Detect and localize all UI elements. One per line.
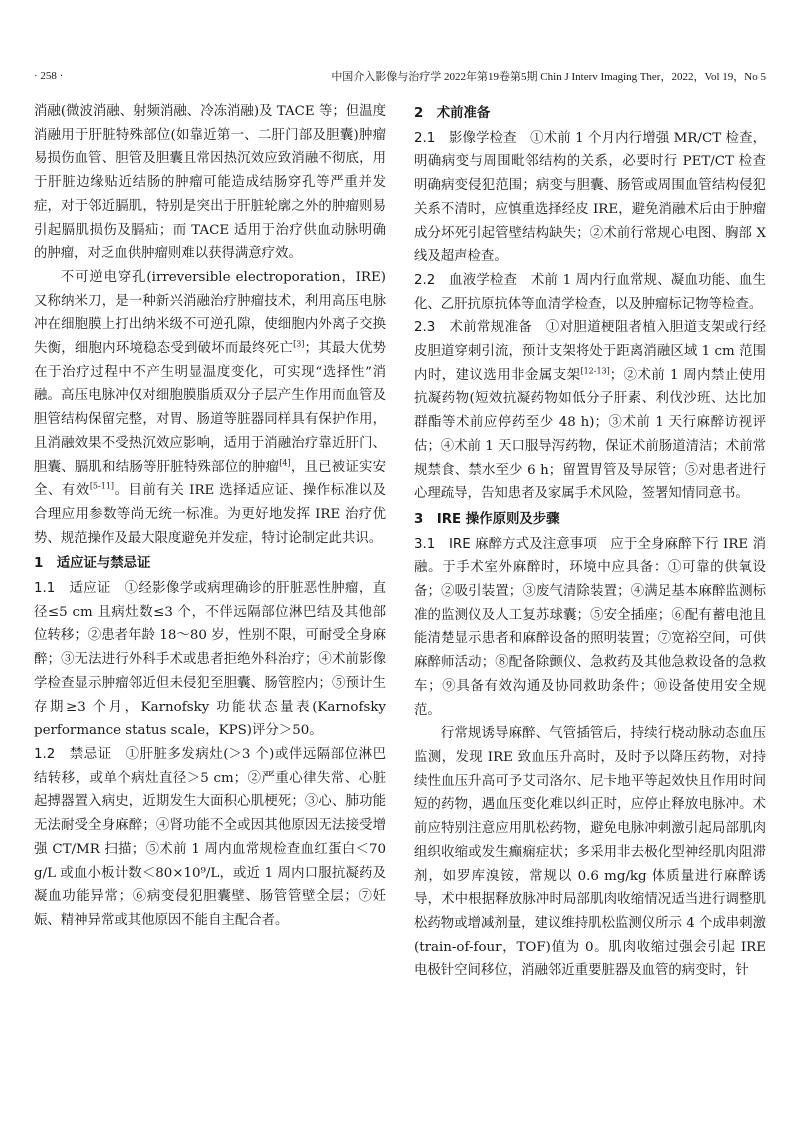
anesthesia-text: 应于全身麻醉下行 IRE 消融。于手术室外麻醉时，环境中应具备：①可靠的供氧设备；②吸引装置；③废气清除装置；④满足基本麻醉监测标准的监测仪及人工复苏球囊；⑤安全插座；⑥配有蓄电池且能清楚显示患者和麻醉设备的照明装置；⑦宽裕空间，可供麻醉师活动；⑧配备除颤仪、急救药及其他急救设备的急救车；⑨具备有效沟通及协同救助条件；⑩设备使用安全规范。 xyxy=(414,536,766,718)
ire-intro-text-d: 。目前有关 IRE 选择适应证、操作标准以及合理应用参数等尚无统一标准。为更好地发挥 IRE 治疗优势、规范操作及最大限度避免并发症，特讨论制定此共识。 xyxy=(34,483,386,546)
routine-prep-text-a: ①对胆道梗阻者植入胆道支架或行经皮胆道穿刺引流，预计支架将处于距离消融区域 1 cm 范围内时，建议选用非金属支架 xyxy=(414,320,766,383)
citation-ref: [3] xyxy=(293,339,305,349)
imaging-text: ①术前 1 个月内行增强 MR/CT 检查，明确病变与周围毗邻结构的关系，必要时行 PET/CT 检查明确病变侵犯范围；病变与胆囊、肠管或周围血管结构侵犯关系不清时，应慎重选择经皮 IRE，避免消融术后由于肿瘤成分坏死引起管壁结构缺失；②术前行常规心电图、胸部 X 线及超声检查。 xyxy=(414,130,767,265)
ire-intro-text-b: ；其最大优势在于治疗过程中不产生明显温度变化，可实现“选择性”消融。高压电脉冲仅对细胞膜脂质双分子层产生作用而血管及胆管结构保留完整，对胃、肠道等脏器同样具有保护作用，且消融效果不受热沉效应影响，适用于消融治疗靠近肝门、胆囊、膈肌和结肠等肝脏特殊部位的肿瘤 xyxy=(34,341,387,475)
intro-paragraph-continued: 消融(微波消融、射频消融、冷冻消融)及 TACE 等；但温度消融用于肝脏特殊部位(如靠近第一、二肝门部及胆囊)肿瘤易损伤血管、胆管及胆囊且常因热沉效应致消融不彻底，用于肝脏边缘贴近结肠的肿瘤可能造成结肠穿孔等严重并发症，对于邻近膈肌，特别是突出于肝脏轮廓之外的肿瘤则易引起膈肌损伤及膈疝；而 TACE 适用于治疗供血动脉明确的肿瘤，对乏血供肿瘤则难以获得满意疗效。 xyxy=(34,104,386,262)
ire-intro-text-c: ，且已被证实安全、有效 xyxy=(34,459,387,499)
contraindications-text: ①肝脏多发病灶(＞3 个)或伴远隔部位淋巴结转移，或单个病灶直径＞5 cm；②严重心律失常、心脏起搏器置入病史，近期发生大面积心肌梗死；③心、肺功能无法耐受全身麻醉；④肾功能不全或因其他原因无法接受增强 CT/MR 扫描；⑤术前 1 周内血常规检查血红蛋白＜70 g/L 或血小板计数＜80×10⁹/L，或近 1 周内口服抗凝药及凝血功能异常；⑥病变侵犯胆囊壁、肠管管壁全层；⑦妊娠、精神异常或其他原因不能自主配合者。 xyxy=(34,746,387,928)
ire-intro-paragraph xyxy=(34,266,386,550)
section-heading-1: 1 适应证与禁忌证 xyxy=(34,556,151,572)
page-number: · 258 · xyxy=(34,70,64,82)
routine-prep-text-b: ；②术前 1 周内禁止使用抗凝药物(短效抗凝药物如低分子肝素、利伐沙班、达比加群酯等术前应停药至少 48 h)；③术前 1 天行麻醉访视评估；④术前 1 天口服导泻药物，保证术前肠道清洁；术前常规禁食、禁水至少 6 h；留置胃管及导尿管；⑤对患者进行心理疏导，告知患者及家属手术风险，签署知情同意书。 xyxy=(414,367,766,502)
subsection-heading-2-3: 2.3 术前常规准备 xyxy=(414,320,533,336)
subsection-heading-2-2: 2.2 血液学检查 xyxy=(414,272,518,288)
citation-ref: [12-13] xyxy=(580,366,610,376)
subsection-heading-1-1: 1.1 适应证 xyxy=(34,581,111,597)
ire-intro-text-a: 不可逆电穿孔(irreversible electroporation，IRE)又称纳米刀，是一种新兴消融治疗肿瘤技术，利用高压电脉冲在细胞膜上打出纳米级不可逆孔隙，使细胞内外离子交换失衡，细胞内环境稳态受到破坏而最终死亡 xyxy=(34,269,386,357)
subsection-heading-2-1: 2.1 影像学检查 xyxy=(414,130,517,146)
indications-paragraph xyxy=(34,577,386,743)
anesthesia-paragraph xyxy=(414,533,766,723)
right-column xyxy=(414,100,766,983)
citation-ref: [5-11] xyxy=(89,481,115,491)
indications-text: ①经影像学或病理确诊的肝脏恶性肿瘤，直径≤5 cm 且病灶数≤3 个，不伴远隔部位淋巴结及其他部位转移；②患者年龄 18～80 岁，性别不限，可耐受全身麻醉；③无法进行外科手术或患者拒绝外科治疗；④术前影像学检查显示肿瘤邻近但未侵犯至胆囊、肠管腔内；⑤预计生存期≥3 个月，Karnofsky 功能状态量表(Karnofsky performance status scale，KPS)评分＞50。 xyxy=(34,581,387,739)
imaging-paragraph xyxy=(414,127,766,269)
journal-running-head: 中国介入影像与治疗学 2022年第19卷第5期 Chin J Interv Imaging Ther，2022，Vol 19，No 5 xyxy=(331,71,766,83)
page-header xyxy=(34,66,766,86)
left-column xyxy=(34,100,386,933)
blood-test-text: 术前 1 周内行血常规、凝血功能、血生化、乙肝抗原抗体等血清学检查，以及肿瘤标记物等检查。 xyxy=(414,272,767,312)
contraindications-paragraph xyxy=(34,743,386,933)
blood-test-paragraph xyxy=(414,269,766,316)
routine-prep-paragraph xyxy=(414,316,766,506)
section-heading-2: 2 术前准备 xyxy=(414,106,491,121)
subsection-heading-3-1: 3.1 IRE 麻醉方式及注意事项 xyxy=(414,536,597,552)
section-heading-3: 3 IRE 操作原则及步骤 xyxy=(414,511,560,527)
citation-ref: [4] xyxy=(279,458,291,468)
anesthesia-monitoring-paragraph: 行常规诱导麻醉、气管插管后，持续行桡动脉动态血压监测，发现 IRE 致血压升高时，及时予以降压药物，对持续性血压升高可予艾司洛尔、尼卡地平等起效快且作用时间短的药物，遇血压变化难以纠正时，应停止释放电脉冲。术前应特别注意应用肌松药物，避免电脉冲刺激引起局部肌肉组织收缩或发生癫痫症状；多采用非去极化型神经肌肉阻滞剂，如罗库溴铵，常规以 0.6 mg/kg 体质量进行麻醉诱导，术中根据释放脉冲时局部肌肉收缩情况适当进行调整肌松药物或增减剂量，建议维持肌松监测仪所示 4 个成串刺激(train-of-four，TOF)值为 0。肌肉收缩过强会引起 IRE 电极针空间移位，消融邻近重要脏器及血管的病变时，针 xyxy=(414,726,766,979)
subsection-heading-1-2: 1.2 禁忌证 xyxy=(34,746,112,762)
